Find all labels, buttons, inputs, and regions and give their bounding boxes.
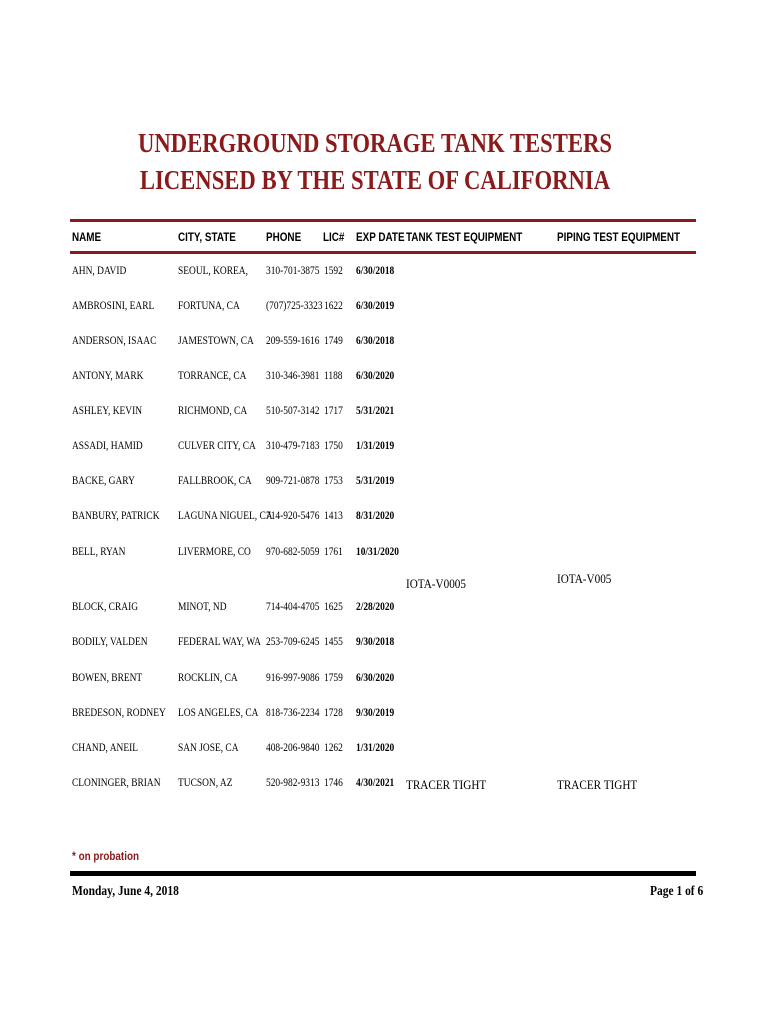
header-top-rule bbox=[70, 219, 696, 222]
cell-phone: 310-346-3981 bbox=[266, 370, 320, 382]
cell-lic: 1262 bbox=[324, 742, 343, 754]
cell-name: ASSADI, HAMID bbox=[72, 440, 143, 452]
cell-lic: 1759 bbox=[324, 672, 343, 684]
cell-city-state: FORTUNA, CA bbox=[178, 300, 240, 312]
cell-exp-date: 1/31/2020 bbox=[356, 742, 395, 754]
cell-exp-date: 6/30/2019 bbox=[356, 300, 395, 312]
cell-phone: 714-404-4705 bbox=[266, 601, 320, 613]
cell-lic: 1749 bbox=[324, 335, 343, 347]
cell-phone: 510-507-3142 bbox=[266, 405, 320, 417]
cell-lic: 1761 bbox=[324, 546, 343, 558]
cell-phone: 209-559-1616 bbox=[266, 335, 320, 347]
cell-exp-date: 6/30/2018 bbox=[356, 335, 395, 347]
document-title-line-1: UNDERGROUND STORAGE TANK TESTERS bbox=[137, 128, 613, 158]
probation-footnote: * on probation bbox=[72, 851, 140, 863]
cell-city-state: RICHMOND, CA bbox=[178, 405, 248, 417]
cell-exp-date: 4/30/2021 bbox=[356, 777, 395, 789]
cell-lic: 1413 bbox=[324, 510, 343, 522]
cell-name: ANDERSON, ISAAC bbox=[72, 335, 157, 347]
cell-city-state: MINOT, ND bbox=[178, 601, 227, 613]
cell-name: AHN, DAVID bbox=[72, 265, 127, 277]
cell-lic: 1455 bbox=[324, 636, 343, 648]
cell-name: BREDESON, RODNEY bbox=[72, 707, 166, 719]
cell-exp-date: 6/30/2020 bbox=[356, 672, 395, 684]
cell-lic: 1717 bbox=[324, 405, 343, 417]
cell-name: ASHLEY, KEVIN bbox=[72, 405, 143, 417]
cell-name: BACKE, GARY bbox=[72, 475, 135, 487]
cell-city-state: LOS ANGELES, CA bbox=[178, 707, 259, 719]
column-header-tank-test-equipment: TANK TEST EQUIPMENT bbox=[406, 232, 523, 244]
cell-name: BODILY, VALDEN bbox=[72, 636, 148, 648]
cell-exp-date: 8/31/2020 bbox=[356, 510, 395, 522]
cell-tank-test-equipment: TRACER TIGHT bbox=[406, 777, 487, 792]
cell-name: BLOCK, CRAIG bbox=[72, 601, 139, 613]
cell-piping-test-equipment: IOTA-V005 bbox=[557, 571, 612, 586]
column-header-phone: PHONE bbox=[266, 232, 302, 244]
cell-name: BOWEN, BRENT bbox=[72, 672, 143, 684]
cell-lic: 1750 bbox=[324, 440, 343, 452]
cell-exp-date: 9/30/2018 bbox=[356, 636, 395, 648]
cell-phone: 520-982-9313 bbox=[266, 777, 320, 789]
column-header-exp-date: EXP DATE bbox=[356, 232, 405, 244]
cell-piping-test-equipment: TRACER TIGHT bbox=[557, 777, 638, 792]
cell-name: BANBURY, PATRICK bbox=[72, 510, 160, 522]
column-header-piping-test-equipment: PIPING TEST EQUIPMENT bbox=[557, 232, 681, 244]
cell-tank-test-equipment: IOTA-V0005 bbox=[406, 576, 466, 591]
cell-phone: 408-206-9840 bbox=[266, 742, 320, 754]
cell-lic: 1188 bbox=[324, 370, 343, 382]
cell-city-state: CULVER CITY, CA bbox=[178, 440, 256, 452]
cell-city-state: FALLBROOK, CA bbox=[178, 475, 252, 487]
column-header-lic: LIC# bbox=[323, 232, 345, 244]
cell-lic: 1728 bbox=[324, 707, 343, 719]
footer-page-number: Page 1 of 6 bbox=[650, 884, 704, 899]
cell-phone: 253-709-6245 bbox=[266, 636, 320, 648]
cell-phone: 310-479-7183 bbox=[266, 440, 320, 452]
cell-phone: 970-682-5059 bbox=[266, 546, 320, 558]
cell-exp-date: 10/31/2020 bbox=[356, 546, 399, 558]
cell-phone: 909-721-0878 bbox=[266, 475, 320, 487]
cell-name: CLONINGER, BRIAN bbox=[72, 777, 161, 789]
cell-exp-date: 5/31/2021 bbox=[356, 405, 395, 417]
cell-city-state: SAN JOSE, CA bbox=[178, 742, 239, 754]
cell-lic: 1622 bbox=[324, 300, 343, 312]
cell-exp-date: 1/31/2019 bbox=[356, 440, 395, 452]
cell-city-state: FEDERAL WAY, WA bbox=[178, 636, 261, 648]
cell-exp-date: 6/30/2018 bbox=[356, 265, 395, 277]
cell-city-state: JAMESTOWN, CA bbox=[178, 335, 254, 347]
cell-phone: 818-736-2234 bbox=[266, 707, 320, 719]
cell-exp-date: 6/30/2020 bbox=[356, 370, 395, 382]
cell-exp-date: 2/28/2020 bbox=[356, 601, 395, 613]
cell-phone: 310-701-3875 bbox=[266, 265, 320, 277]
cell-phone: (707)725-3323 bbox=[266, 300, 323, 312]
cell-lic: 1746 bbox=[324, 777, 343, 789]
cell-phone: 916-997-9086 bbox=[266, 672, 320, 684]
column-header-city-state: CITY, STATE bbox=[178, 232, 236, 244]
cell-exp-date: 5/31/2019 bbox=[356, 475, 395, 487]
cell-city-state: TUCSON, AZ bbox=[178, 777, 233, 789]
cell-city-state: TORRANCE, CA bbox=[178, 370, 247, 382]
cell-exp-date: 9/30/2019 bbox=[356, 707, 395, 719]
document-title-line-2: LICENSED BY THE STATE OF CALIFORNIA bbox=[139, 165, 611, 195]
cell-city-state: SEOUL, KOREA, bbox=[178, 265, 248, 277]
cell-name: AMBROSINI, EARL bbox=[72, 300, 155, 312]
column-header-name: NAME bbox=[72, 232, 102, 244]
cell-phone: 714-920-5476 bbox=[266, 510, 320, 522]
footer-rule bbox=[70, 871, 696, 876]
header-bottom-rule bbox=[70, 251, 696, 254]
cell-lic: 1592 bbox=[324, 265, 343, 277]
cell-city-state: ROCKLIN, CA bbox=[178, 672, 238, 684]
cell-name: ANTONY, MARK bbox=[72, 370, 144, 382]
cell-lic: 1625 bbox=[324, 601, 343, 613]
cell-city-state: LIVERMORE, CO bbox=[178, 546, 251, 558]
cell-name: BELL, RYAN bbox=[72, 546, 126, 558]
cell-lic: 1753 bbox=[324, 475, 343, 487]
cell-name: CHAND, ANEIL bbox=[72, 742, 139, 754]
footer-date: Monday, June 4, 2018 bbox=[72, 884, 179, 899]
cell-city-state: LAGUNA NIGUEL, CA bbox=[178, 510, 273, 522]
